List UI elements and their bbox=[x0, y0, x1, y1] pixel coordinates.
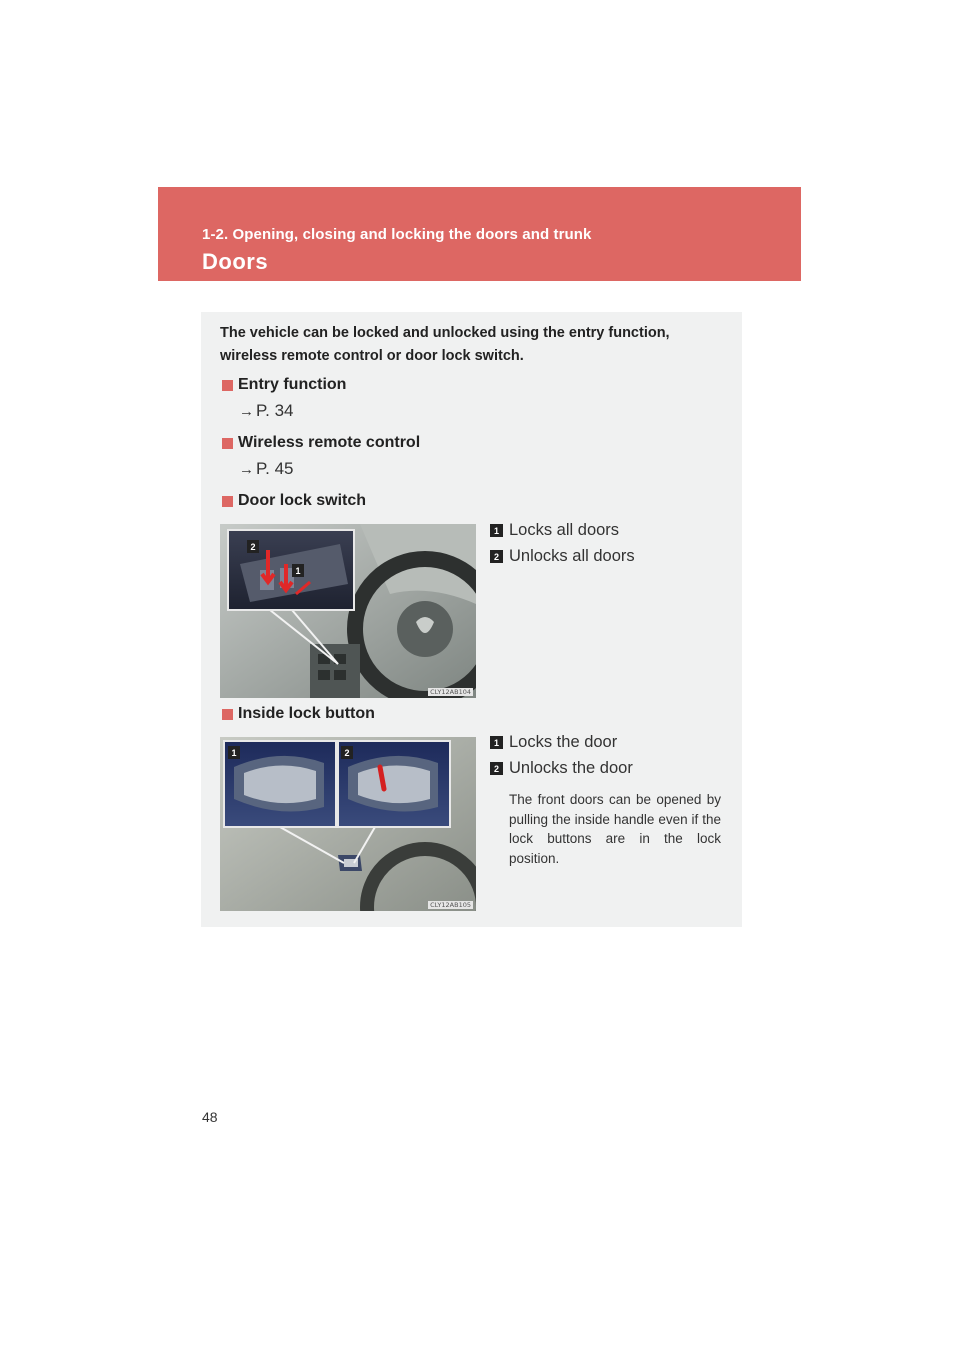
inside-lock-button-image bbox=[220, 737, 476, 911]
square-bullet-icon bbox=[222, 380, 233, 391]
heading-door-lock-switch: Door lock switch bbox=[222, 492, 366, 510]
image-code: CLY12AB104 bbox=[430, 688, 471, 696]
door-lock-switch-illustration bbox=[220, 524, 476, 698]
ref-wireless-remote[interactable]: → P. 45 bbox=[239, 459, 294, 478]
section-label: 1-2. Opening, closing and locking the doors and trunk bbox=[202, 226, 592, 243]
item-locks-all-doors: 1 Locks all doors bbox=[490, 521, 619, 540]
callout-1: 1 bbox=[228, 746, 240, 759]
number-badge: 2 bbox=[490, 550, 503, 563]
note-text: The front doors can be opened by pulling the inside handle even if the lock buttons are in the lock position. bbox=[509, 792, 721, 866]
number-badge: 1 bbox=[490, 524, 503, 537]
arrow-right-icon: → bbox=[239, 403, 254, 420]
callout-1: 1 bbox=[292, 564, 304, 577]
square-bullet-icon bbox=[222, 709, 233, 720]
item-unlocks-all-doors: 2 Unlocks all doors bbox=[490, 547, 635, 566]
callout-2: 2 bbox=[341, 746, 353, 759]
item-unlocks-the-door: 2 Unlocks the door bbox=[490, 759, 633, 778]
page-title: Doors bbox=[202, 249, 269, 274]
inside-lock-button-illustration bbox=[220, 737, 476, 911]
ref-entry-function[interactable]: → P. 34 bbox=[239, 401, 294, 420]
heading-inside-lock-button: Inside lock button bbox=[222, 705, 375, 723]
callout-2: 2 bbox=[247, 540, 259, 553]
image-code: CLY12AB105 bbox=[430, 901, 471, 909]
heading-wireless-remote: Wireless remote control bbox=[222, 434, 420, 452]
number-badge: 2 bbox=[490, 762, 503, 775]
intro-text: The vehicle can be locked and unlocked using the entry function, wireless remote control or door lock switch. bbox=[220, 325, 670, 364]
item-locks-the-door: 1 Locks the door bbox=[490, 733, 617, 752]
page-number: 48 bbox=[202, 1109, 218, 1125]
arrow-right-icon: → bbox=[239, 461, 254, 478]
square-bullet-icon bbox=[222, 496, 233, 507]
heading-entry-function: Entry function bbox=[222, 376, 346, 394]
number-badge: 1 bbox=[490, 736, 503, 749]
square-bullet-icon bbox=[222, 438, 233, 449]
